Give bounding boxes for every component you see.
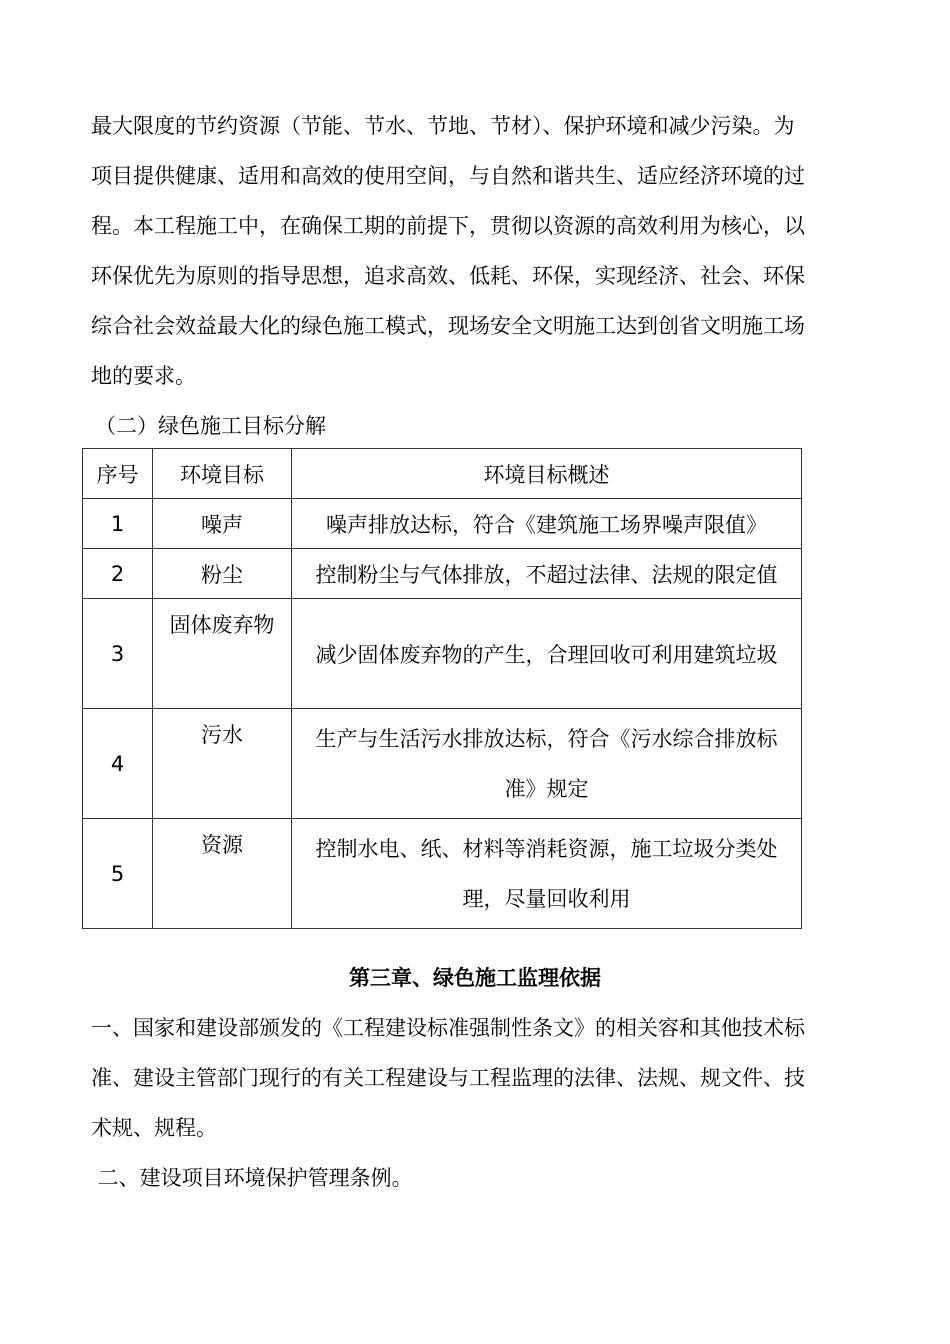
cell-desc: 控制粉尘与气体排放，不超过法律、法规的限定值 bbox=[292, 549, 802, 599]
header-cell-no: 序号 bbox=[83, 449, 153, 499]
cell-goal: 固体废弃物 bbox=[153, 599, 292, 709]
cell-desc: 减少固体废弃物的产生，合理回收可利用建筑垃圾 bbox=[292, 599, 802, 709]
cell-no: 2 bbox=[83, 549, 153, 599]
cell-no: 5 bbox=[83, 819, 153, 929]
cell-goal: 噪声 bbox=[153, 499, 292, 549]
subsection-title: （二）绿色施工目标分解 bbox=[95, 414, 326, 438]
header-cell-goal: 环境目标 bbox=[153, 449, 292, 499]
chapter-title: 第三章、绿色施工监理依据 bbox=[349, 966, 601, 990]
table-row bbox=[83, 819, 802, 929]
cell-desc bbox=[292, 709, 802, 819]
cell-no: 3 bbox=[83, 599, 153, 709]
intro-line: 综合社会效益最大化的绿色施工模式，现场安全文明施工达到创省文明施工场 bbox=[91, 314, 805, 338]
cell-desc-line: 生产与生活污水排放达标，符合《污水综合排放标 bbox=[315, 726, 778, 751]
table-row bbox=[83, 499, 802, 549]
basis-line: 准、建设主管部门现行的有关工程建设与工程监理的法律、法规、规文件、技 bbox=[91, 1066, 805, 1090]
cell-desc: 噪声排放达标，符合《建筑施工场界噪声限值》 bbox=[292, 499, 802, 549]
green-construction-goals-table bbox=[82, 448, 802, 929]
basis-line: 一、国家和建设部颁发的《工程建设标准强制性条文》的相关容和其他技术标 bbox=[91, 1016, 805, 1040]
basis-line: 术规、规程。 bbox=[91, 1116, 217, 1140]
cell-desc-line: 控制水电、纸、材料等消耗资源，施工垃圾分类处 bbox=[315, 836, 778, 861]
table-row bbox=[83, 709, 802, 819]
cell-desc-line: 准》规定 bbox=[504, 776, 589, 801]
cell-desc bbox=[292, 819, 802, 929]
intro-paragraph bbox=[91, 101, 861, 401]
intro-line: 环保优先为原则的指导思想，追求高效、低耗、环保，实现经济、社会、环保 bbox=[91, 264, 805, 288]
table-row bbox=[83, 549, 802, 599]
cell-no: 1 bbox=[83, 499, 153, 549]
table-header-row bbox=[83, 449, 802, 499]
intro-line: 项目提供健康、适用和高效的使用空间，与自然和谐共生、适应经济环境的过 bbox=[91, 164, 805, 188]
table-row bbox=[83, 599, 802, 709]
basis-paragraph bbox=[91, 1003, 861, 1153]
header-cell-desc: 环境目标概述 bbox=[292, 449, 802, 499]
cell-goal: 资源 bbox=[153, 819, 292, 929]
cell-goal: 污水 bbox=[153, 709, 292, 819]
basis-item-2: 二、建设项目环境保护管理条例。 bbox=[91, 1166, 413, 1190]
intro-line: 程。本工程施工中，在确保工期的前提下，贯彻以资源的高效利用为核心，以 bbox=[91, 214, 805, 238]
cell-no: 4 bbox=[83, 709, 153, 819]
intro-line: 地的要求。 bbox=[91, 364, 196, 388]
intro-line: 最大限度的节约资源（节能、节水、节地、节材）、保护环境和减少污染。为 bbox=[91, 114, 795, 138]
cell-goal: 粉尘 bbox=[153, 549, 292, 599]
cell-desc-line: 理，尽量回收利用 bbox=[462, 886, 631, 911]
